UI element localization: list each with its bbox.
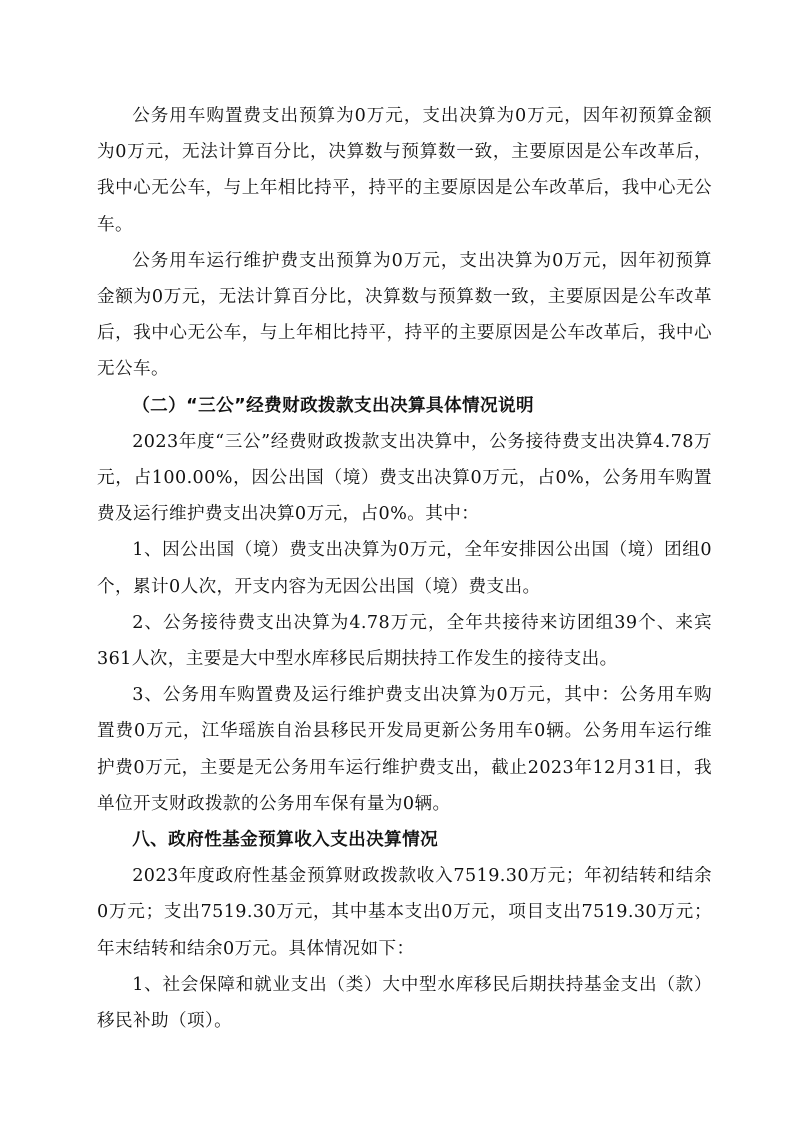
paragraph-vehicle-purchase: 公务用车购置费支出预算为0万元，支出决算为0万元，因年初预算金额为0万元，无法计算百分比，决算数与预算数一致，主要原因是公车改革后，我中心无公车，与上年相比持平，持平的主要原因是公车改革后，我中心无公车。 <box>97 106 712 235</box>
paragraph-overseas-travel: 1、因公出国（境）费支出决算为0万元，全年安排因公出国（境）团组0个，累计0人次，开支内容为无因公出国（境）费支出。 <box>97 540 712 597</box>
paragraph-official-reception: 2、公务接待费支出决算为4.78万元，全年共接待来访团组39个、来宾361人次，主要是大中型水库移民后期扶持工作发生的接待支出。 <box>97 612 712 670</box>
document-body <box>97 98 712 1039</box>
paragraph-official-vehicles: 3、公务用车购置费及运行维护费支出决算为0万元，其中：公务用车购置费0万元，江华瑶族自治县移民开发局更新公务用车0辆。公务用车运行维护费0万元，主要是无公务用车运行维护费支出，截止2023年12月31日，我单位开支财政拨款的公务用车保有量为0辆。 <box>97 685 712 814</box>
paragraph-three-public-summary: 2023年度“三公”经费财政拨款支出决算中，公务接待费支出决算4.78万元，占100.00%，因公出国（境）费支出决算0万元，占0%，公务用车购置费及运行维护费支出决算0万元，占0%。其中： <box>97 431 712 525</box>
section-heading-government-fund: 八、政府性基金预算收入支出决算情况 <box>132 830 439 851</box>
section-heading-three-public: （二）“三公”经费财政拨款支出决算具体情况说明 <box>132 395 534 416</box>
paragraph-vehicle-maintenance: 公务用车运行维护费支出预算为0万元，支出决算为0万元，因年初预算金额为0万元，无法计算百分比，决算数与预算数一致，主要原因是公车改革后，我中心无公车，与上年相比持平，持平的主要原因是公车改革后，我中心无公车。 <box>97 250 712 380</box>
paragraph-social-security-item: 1、社会保障和就业支出（类）大中型水库移民后期扶持基金支出（款）移民补助（项）。 <box>97 974 712 1032</box>
paragraph-government-fund-summary: 2023年度政府性基金预算财政拨款收入7519.30万元；年初结转和结余0万元；支出7519.30万元，其中基本支出0万元，项目支出7519.30万元；年末结转和结余0万元。具体情况如下： <box>97 866 712 959</box>
